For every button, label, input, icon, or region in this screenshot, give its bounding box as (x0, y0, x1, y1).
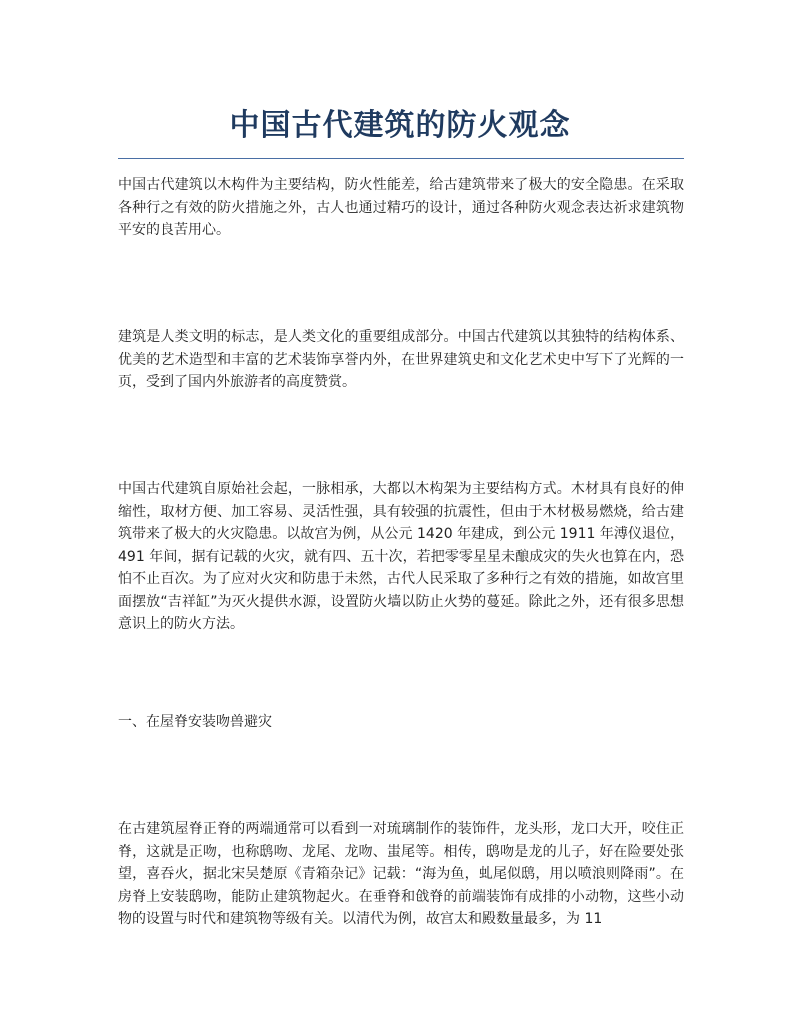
paragraph-significance: 建筑是人类文明的标志，是人类文化的重要组成部分。中国古代建筑以其独特的结构体系、优美的艺术造型和丰富的艺术装饰享誉内外，在世界建筑史和文化艺术史中写下了光辉的一页，受到了国内外旅游者的高度赞赏。 (118, 329, 684, 390)
section-heading: 一、在屋脊安装吻兽避灾 (118, 714, 272, 730)
paragraph-intro: 中国古代建筑以木构件为主要结构，防火性能差，给古建筑带来了极大的安全隐患。在采取各种行之有效的防火措施之外，古人也通过精巧的设计，通过各种防火观念表达祈求建筑物平安的良苦用心。 (118, 177, 684, 238)
paragraph-history: 中国古代建筑自原始社会起，一脉相承，大都以木构架为主要结构方式。木材具有良好的伸缩性，取材方便、加工容易、灵活性强，具有较强的抗震性，但由于木材极易燃烧，给古建筑带来了极大的火灾隐患。以故宫为例，从公元 1420 年建成，到公元 1911 年溥仪退位，491 年间，据有记载的火灾，就有四、五十次，若把零零星星未酿成灾的失火也算在内，恐怕不止百次。为了应对火灾和防患于未然，古代人民采取了多种行之有效的措施，如故宫里面摆放“吉祥缸”为灭火提供水源，设置防火墙以防止火势的蔓延。除此之外，还有很多思想意识上的防火方法。 (118, 481, 684, 632)
page-title: 中国古代建筑的防火观念 (229, 108, 571, 143)
paragraph-ridge-beasts: 在古建筑屋脊正脊的两端通常可以看到一对琉璃制作的装饰件，龙头形，龙口大开，咬住正脊，这就是正吻，也称鸱吻、龙尾、龙吻、蚩尾等。相传，鸱吻是龙的儿子，好在险要处张望，喜吞火，据北宋吴楚原《青箱杂记》记载：“海为鱼，虬尾似鸱，用以喷浪则降雨”。在房脊上安装鸱吻，能防止建筑物起火。在垂脊和戗脊的前端装饰有成排的小动物，这些小动物的设置与时代和建筑物等级有关。以清代为例，故宫太和殿数量最多，为 11 (118, 821, 684, 927)
title-divider (118, 158, 684, 159)
